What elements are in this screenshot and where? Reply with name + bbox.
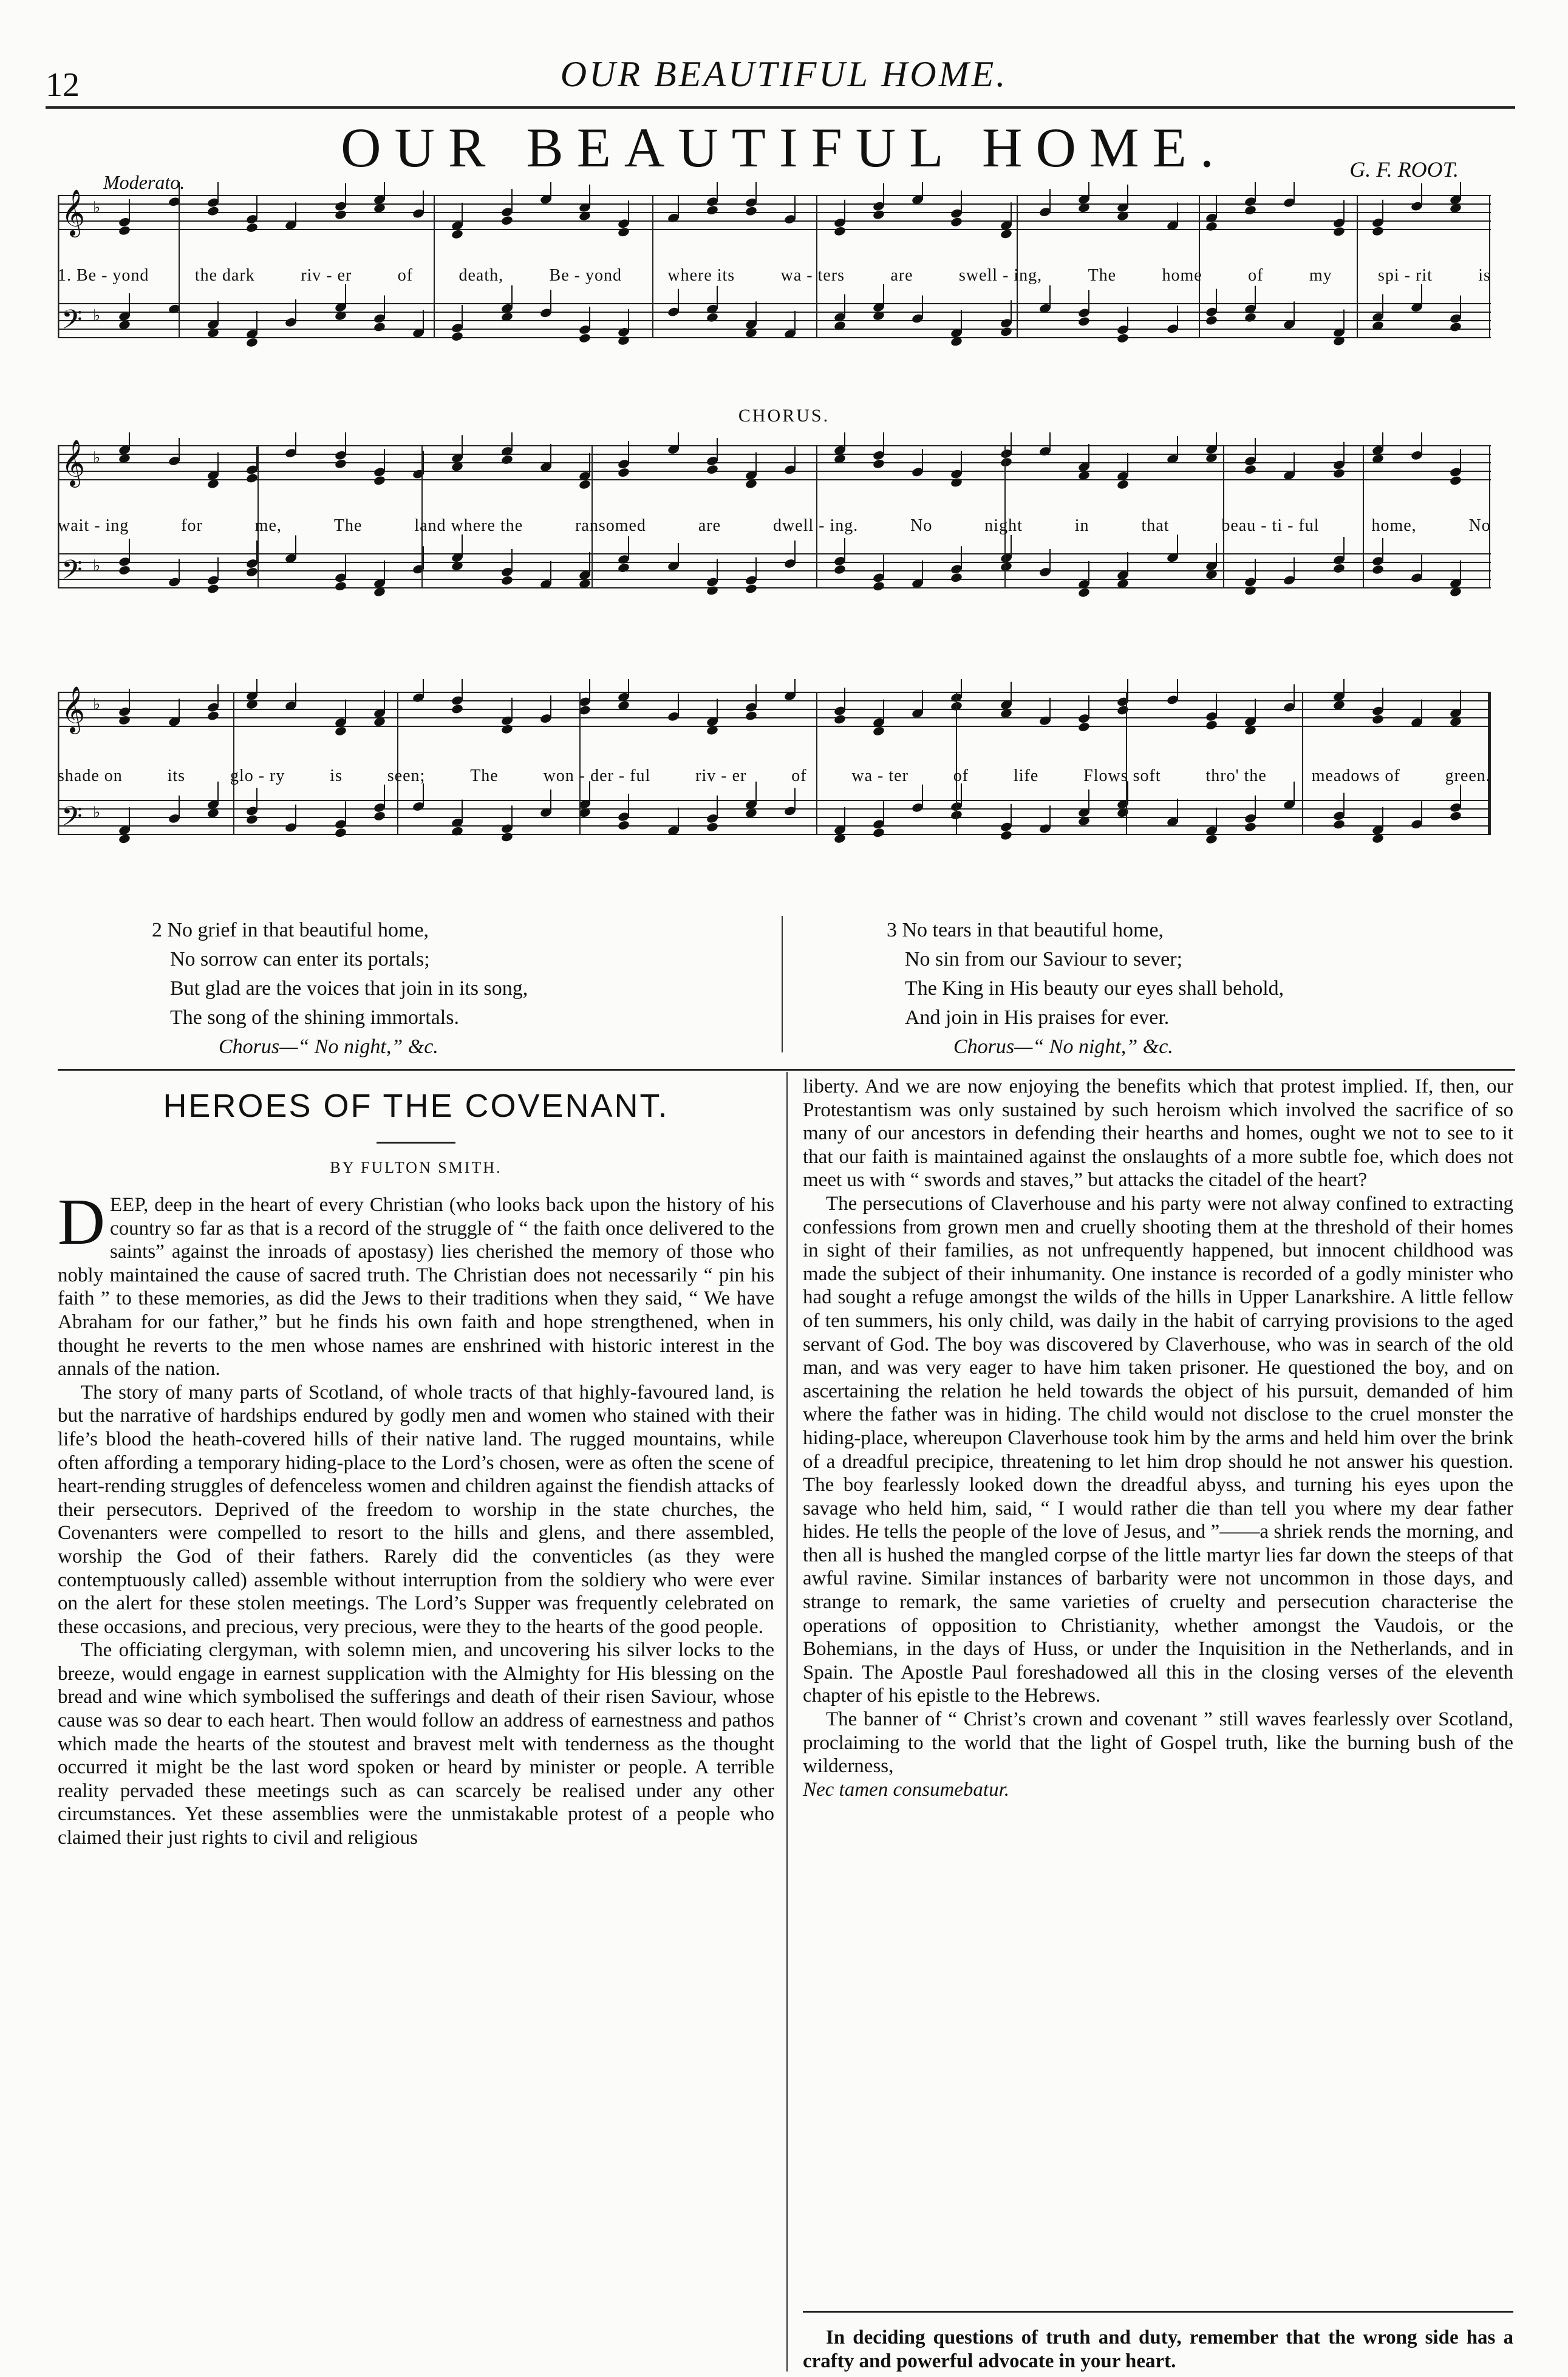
- lyric-syllable: The: [333, 516, 363, 535]
- note-head: [500, 215, 513, 226]
- lyric-syllable: won - der - ful: [543, 766, 651, 785]
- lyric-syllable: wa - ters: [780, 266, 845, 285]
- verse-line: No sin from our Saviour to sever;: [905, 948, 1183, 970]
- note-head: [1205, 720, 1218, 731]
- chorus-reference: Chorus—“ No night,” &c.: [219, 1035, 438, 1058]
- lyric-syllable: No: [910, 516, 933, 535]
- note-head: [334, 726, 347, 737]
- note-head: [617, 467, 630, 478]
- tempo-marking: Moderato.: [103, 171, 185, 193]
- song-title: OUR BEAUTIFUL HOME.: [341, 117, 1227, 179]
- flat-icon: ♭: [93, 695, 101, 714]
- note-head: [617, 562, 630, 573]
- lyric-syllable: where its: [667, 266, 735, 285]
- note-head: [118, 715, 131, 726]
- lyric-syllable: shade on: [58, 766, 123, 785]
- lyric-syllable: dwell - ing.: [772, 516, 859, 535]
- note-head: [1371, 564, 1384, 575]
- lyrics-line-3: [58, 766, 1491, 786]
- lyric-syllable: wait - ing: [58, 516, 129, 535]
- note-head: [118, 565, 131, 576]
- lyric-syllable: me,: [254, 516, 282, 535]
- lead-paragraph: [58, 1186, 774, 1381]
- note-head: [1116, 704, 1129, 715]
- bass-clef-icon: 𝄢: [61, 554, 83, 592]
- note-head: [872, 581, 885, 592]
- note-head: [500, 454, 513, 465]
- lyric-syllable: riv - er: [301, 266, 352, 285]
- latin-motto: Nec tamen consumebatur.: [803, 1778, 1010, 1801]
- flat-icon: ♭: [93, 199, 101, 217]
- note-head: [118, 225, 131, 236]
- lyric-syllable: are: [890, 266, 913, 285]
- note-head: [745, 711, 757, 721]
- chorus-reference: Chorus—“ No night,” &c.: [953, 1035, 1173, 1058]
- note-head: [617, 820, 630, 831]
- note-head: [1449, 321, 1462, 332]
- note-head: [706, 585, 718, 596]
- note-head: [617, 335, 630, 346]
- verse-3: [887, 916, 1284, 1062]
- verse-line: The King in His beauty our eyes shall behold,: [905, 977, 1284, 1000]
- note-head: [1244, 205, 1256, 216]
- note-head: [245, 814, 258, 825]
- lyric-syllable: of: [791, 766, 807, 785]
- note-head: [451, 703, 463, 714]
- note-head: [872, 827, 885, 838]
- note-head: [500, 575, 513, 586]
- article-paragraph: The story of many parts of Scotland, of whole tracts of that highly-favoured land, is but the narrative of hardships endured by godly men and women who stained with their life’s blood the heath-covered hills of their native land. The rugged mountains, while often affording a temporary hiding-place to the Lord’s chosen, were as often the scene of heart-rending struggles of defenceless women and children against the fiendish attacks of their persecutors. Deprived of the freedom to worship in the state churches, the Covenanters were compelled to resort to the hills and glens, and there assembled, worship the God of their fathers. Rarely did the conventicles (as they were contemptuously called) assemble without interruption from the soldiery who were ever on the alert for these stolen meetings. The Lord’s Supper was frequently celebrated on these occasions, and precious, very precious, were they to the hearts of the good people.: [58, 1381, 774, 1638]
- lyric-syllable: Flows soft: [1083, 766, 1161, 785]
- article-paragraph: liberty. And we are now enjoying the benefits which that protest implied. If, then, our Protestantism was only sustained by such heroism which involved the sacrifice of so many of our ancestors in defending their hearths and homes, ought we not to see to it that our faith is maintained against the onslaughts of a more subtle foe, which does not meet us with “ swords and staves,” but attacks the citadel of the heart?: [803, 1076, 1513, 1192]
- note-head: [1244, 585, 1256, 596]
- note-head: [334, 827, 347, 838]
- running-head: OUR BEAUTIFUL HOME.: [560, 54, 1008, 94]
- note-head: [1449, 475, 1462, 486]
- note-head: [500, 831, 513, 842]
- lyric-syllable: riv - er: [695, 766, 747, 785]
- note-head: [1000, 457, 1012, 468]
- lyric-syllable: meadows of: [1311, 766, 1400, 785]
- note-head: [334, 581, 347, 592]
- note-head: [500, 724, 513, 735]
- note-head: [1244, 822, 1256, 833]
- note-head: [1116, 479, 1129, 490]
- lyrics-line-2: [58, 516, 1491, 536]
- note-head: [1205, 221, 1218, 232]
- verse-2: [152, 916, 528, 1062]
- verse-line: And join in His praises for ever.: [905, 1006, 1170, 1029]
- bass-clef-icon: 𝄢: [61, 304, 83, 342]
- lyric-syllable: land where the: [414, 516, 523, 535]
- flat-icon: ♭: [93, 307, 101, 325]
- title-rule: [377, 1142, 455, 1144]
- note-head: [1000, 326, 1012, 337]
- page-number: 12: [46, 66, 80, 104]
- note-head: [833, 714, 846, 725]
- note-head: [1077, 721, 1090, 732]
- lyric-syllable: beau - ti - ful: [1221, 516, 1320, 535]
- maxim-rule: [803, 2311, 1513, 2313]
- note-head: [245, 337, 258, 348]
- flat-icon: ♭: [93, 803, 101, 822]
- lyric-syllable: its: [167, 766, 186, 785]
- lyric-syllable: death,: [458, 266, 504, 285]
- lyric-syllable: the dark: [194, 266, 255, 285]
- note-head: [245, 222, 258, 233]
- lead-text: EEP, deep in the heart of every Christian (who looks back upon the history of his country so far as that is a record of the struggle of “ the faith once delivered to the saints” against the inroads of apostasy) lies cherished the memory of those who nobly maintained the cause of sacred truth. The Christian does not necessarily “ pin his faith ” to these memories, as did the Jews to their traditions when they said, “ We have Abraham for our father,” but he finds his own faith and hope strengthened, when in thought he reverts to the men whose names are enshrined with historic interest in the annals of the nation.: [58, 1194, 774, 1380]
- lyric-syllable: The: [1088, 266, 1117, 285]
- lyric-syllable: green.: [1445, 766, 1491, 785]
- treble-clef-icon: 𝄞: [61, 686, 86, 732]
- note-head: [1244, 464, 1256, 475]
- lyric-syllable: wa - ter: [851, 766, 908, 785]
- article-paragraph: The persecutions of Claverhouse and his party were not alway confined to extracting confessions from grown men and cruelly shooting them at the threshold of their homes in sight of their families, as not unfrequently happened, but innocent childhood was made the subject of their inhumanity. One instance is recorded of a godly minister who had sought a refuge amongst the wilds of the hills in Upper Lanarkshire. A little fellow of ten summers, his only child, was daily in the habit of carrying provisions to the aged servant of God. The boy was discovered by Claverhouse, who was in search of the old man, and was very eager to have him taken prisoner. He questioned the boy, and on ascertaining the relation he held towards the object of his pursuit, demanded of him where the father was in hiding. The child would not disclose to the cruel monster the hiding-place, whereupon Claverhouse took him by the arms and held him over the brink of a dreadful precipice, threatening to let him drop should he not answer his question. The boy fearlessly looked down the dreadful abyss, and turning his eyes upon the savage who held him, said, “ I would rather die than tell you where my dear father hides. He tells the people of the love of Jesus, and ”——a shriek rends the morning, and then all is hushed the mangled corpse of the little martyr lies far down the steeps of that awful ravine. Similar instances of barbarity were not uncommon in those days, and strange to remark, the same varieties of cruelty and persecution characterise the operations of opposition to Christianity, whether amongst the Vaudois, or the Bohemians, in the days of Huss, or under the Inquisition in the Netherlands, and in Spain. The Apostle Paul foreshadowed all this in the closing verses of the eleventh chapter of his epistle to the Hebrews.: [803, 1192, 1513, 1707]
- lyric-syllable: seen;: [387, 766, 426, 785]
- note-head: [1077, 316, 1090, 327]
- note-head: [706, 312, 718, 323]
- header-rule: [46, 106, 1515, 109]
- note-head: [950, 572, 963, 583]
- lyric-syllable: swell - ing,: [958, 266, 1043, 285]
- article-column-left: [58, 1186, 774, 1850]
- note-head: [245, 472, 258, 483]
- note-head: [706, 464, 718, 475]
- lyric-syllable: is: [1478, 266, 1491, 285]
- lyric-syllable: my: [1309, 266, 1332, 285]
- note-head: [706, 822, 718, 833]
- lyric-syllable: that: [1141, 516, 1170, 535]
- treble-clef-icon: 𝄞: [61, 439, 86, 486]
- verses-divider: [782, 916, 783, 1052]
- article-column-right: [803, 1075, 1513, 1801]
- note-head: [578, 333, 591, 344]
- note-head: [334, 459, 347, 469]
- note-head: [245, 567, 258, 578]
- note-head: [1332, 226, 1345, 237]
- note-head: [206, 205, 219, 216]
- lyric-syllable: in: [1074, 516, 1089, 535]
- composer-credit: G. F. ROOT.: [1349, 157, 1459, 182]
- note-head: [1332, 819, 1345, 830]
- note-head: [1116, 333, 1129, 344]
- lyric-syllable: ransomed: [575, 516, 646, 535]
- note-head: [950, 216, 963, 227]
- lyrics-line-1: [58, 266, 1491, 285]
- note-head: [373, 475, 386, 486]
- verse-line: 3 No tears in that beautiful home,: [887, 919, 1164, 941]
- lyric-syllable: of: [1248, 266, 1264, 285]
- verse-line: No sorrow can enter its portals;: [170, 948, 430, 970]
- note-head: [373, 811, 386, 822]
- lyric-syllable: glo - ry: [230, 766, 285, 785]
- note-head: [1449, 811, 1462, 822]
- lyric-syllable: of: [953, 766, 969, 785]
- note-head: [833, 564, 846, 575]
- note-head: [872, 726, 885, 737]
- section-rule: [58, 1069, 1515, 1071]
- note-head: [206, 583, 219, 594]
- lyric-syllable: Be - yond: [549, 266, 622, 285]
- article-title: HEROES OF THE COVENANT.: [163, 1088, 669, 1124]
- note-head: [1000, 830, 1012, 841]
- lyric-syllable: spi - rit: [1378, 266, 1433, 285]
- lyric-syllable: life: [1013, 766, 1039, 785]
- note-head: [451, 825, 463, 836]
- closing-maxim: In deciding questions of truth and duty, remember that the wrong side has a crafty and powerful advocate in your heart.: [803, 2327, 1513, 2372]
- note-head: [1205, 315, 1218, 326]
- note-head: [1332, 468, 1345, 479]
- lyric-syllable: thro' the: [1205, 766, 1267, 785]
- lyric-syllable: 1. Be - yond: [58, 266, 149, 285]
- note-head: [578, 479, 591, 490]
- note-head: [1205, 834, 1218, 845]
- treble-clef-icon: 𝄞: [61, 189, 86, 236]
- note-head: [1371, 226, 1384, 237]
- lyric-syllable: No: [1468, 516, 1491, 535]
- lyric-syllable: The: [470, 766, 499, 785]
- note-head: [1244, 312, 1256, 323]
- note-head: [206, 711, 219, 721]
- note-head: [1332, 563, 1345, 574]
- column-rule: [786, 1072, 788, 2372]
- verse-line: The song of the shining immortals.: [170, 1006, 459, 1029]
- lyric-syllable: night: [984, 516, 1023, 535]
- article-paragraph: The banner of “ Christ’s crown and covenant ” still waves fearlessly over Scotland, proclaiming to the world that the light of Gospel truth, like the burning bush of the wilderness,: [803, 1708, 1513, 1778]
- note-head: [950, 477, 963, 488]
- byline: BY FULTON SMITH.: [330, 1159, 502, 1176]
- lyric-syllable: are: [698, 516, 721, 535]
- note-head: [617, 227, 630, 237]
- note-head: [451, 331, 463, 342]
- lyric-syllable: home: [1162, 266, 1202, 285]
- note-head: [706, 205, 718, 216]
- lyric-syllable: is: [330, 766, 343, 785]
- verse-line: But glad are the voices that join in its song,: [170, 977, 528, 1000]
- lyric-syllable: of: [397, 266, 414, 285]
- lyric-syllable: for: [181, 516, 203, 535]
- lyric-syllable: home,: [1371, 516, 1417, 535]
- note-head: [373, 321, 386, 332]
- flat-icon: ♭: [93, 557, 101, 575]
- note-head: [1077, 587, 1090, 598]
- article-paragraph: The officiating clergyman, with solemn mien, and uncovering his silver locks to the breeze, would engage in earnest supplication with the Almighty for His blessing on the bread and wine which symbolised the sufferings and death of their risen Saviour, whose cause was so dear to each heart. Then would follow an address of earnestness and pathos which made the hearts of the stoutest and bravest melt with tenderness as the thought occurred it might be the last word spoken or heard by minister or people. A terrible reality pervaded these meetings such as can scarcely be realised under any other circumstances. Yet these assemblies were the unmistakable protest of a people who claimed their just rights to civil and religious: [58, 1639, 774, 1849]
- note-head: [334, 209, 347, 220]
- chorus-marking: CHORUS.: [738, 406, 830, 426]
- bass-clef-icon: 𝄢: [61, 800, 83, 839]
- note-head: [833, 226, 846, 237]
- note-head: [745, 583, 757, 594]
- note-head: [872, 459, 885, 469]
- note-head: [745, 206, 757, 217]
- flat-icon: ♭: [93, 449, 101, 467]
- note-head: [451, 229, 463, 240]
- drop-cap: D: [58, 1186, 105, 1258]
- note-head: [872, 209, 885, 220]
- note-head: [1371, 714, 1384, 725]
- verse-line: 2 No grief in that beautiful home,: [152, 919, 429, 941]
